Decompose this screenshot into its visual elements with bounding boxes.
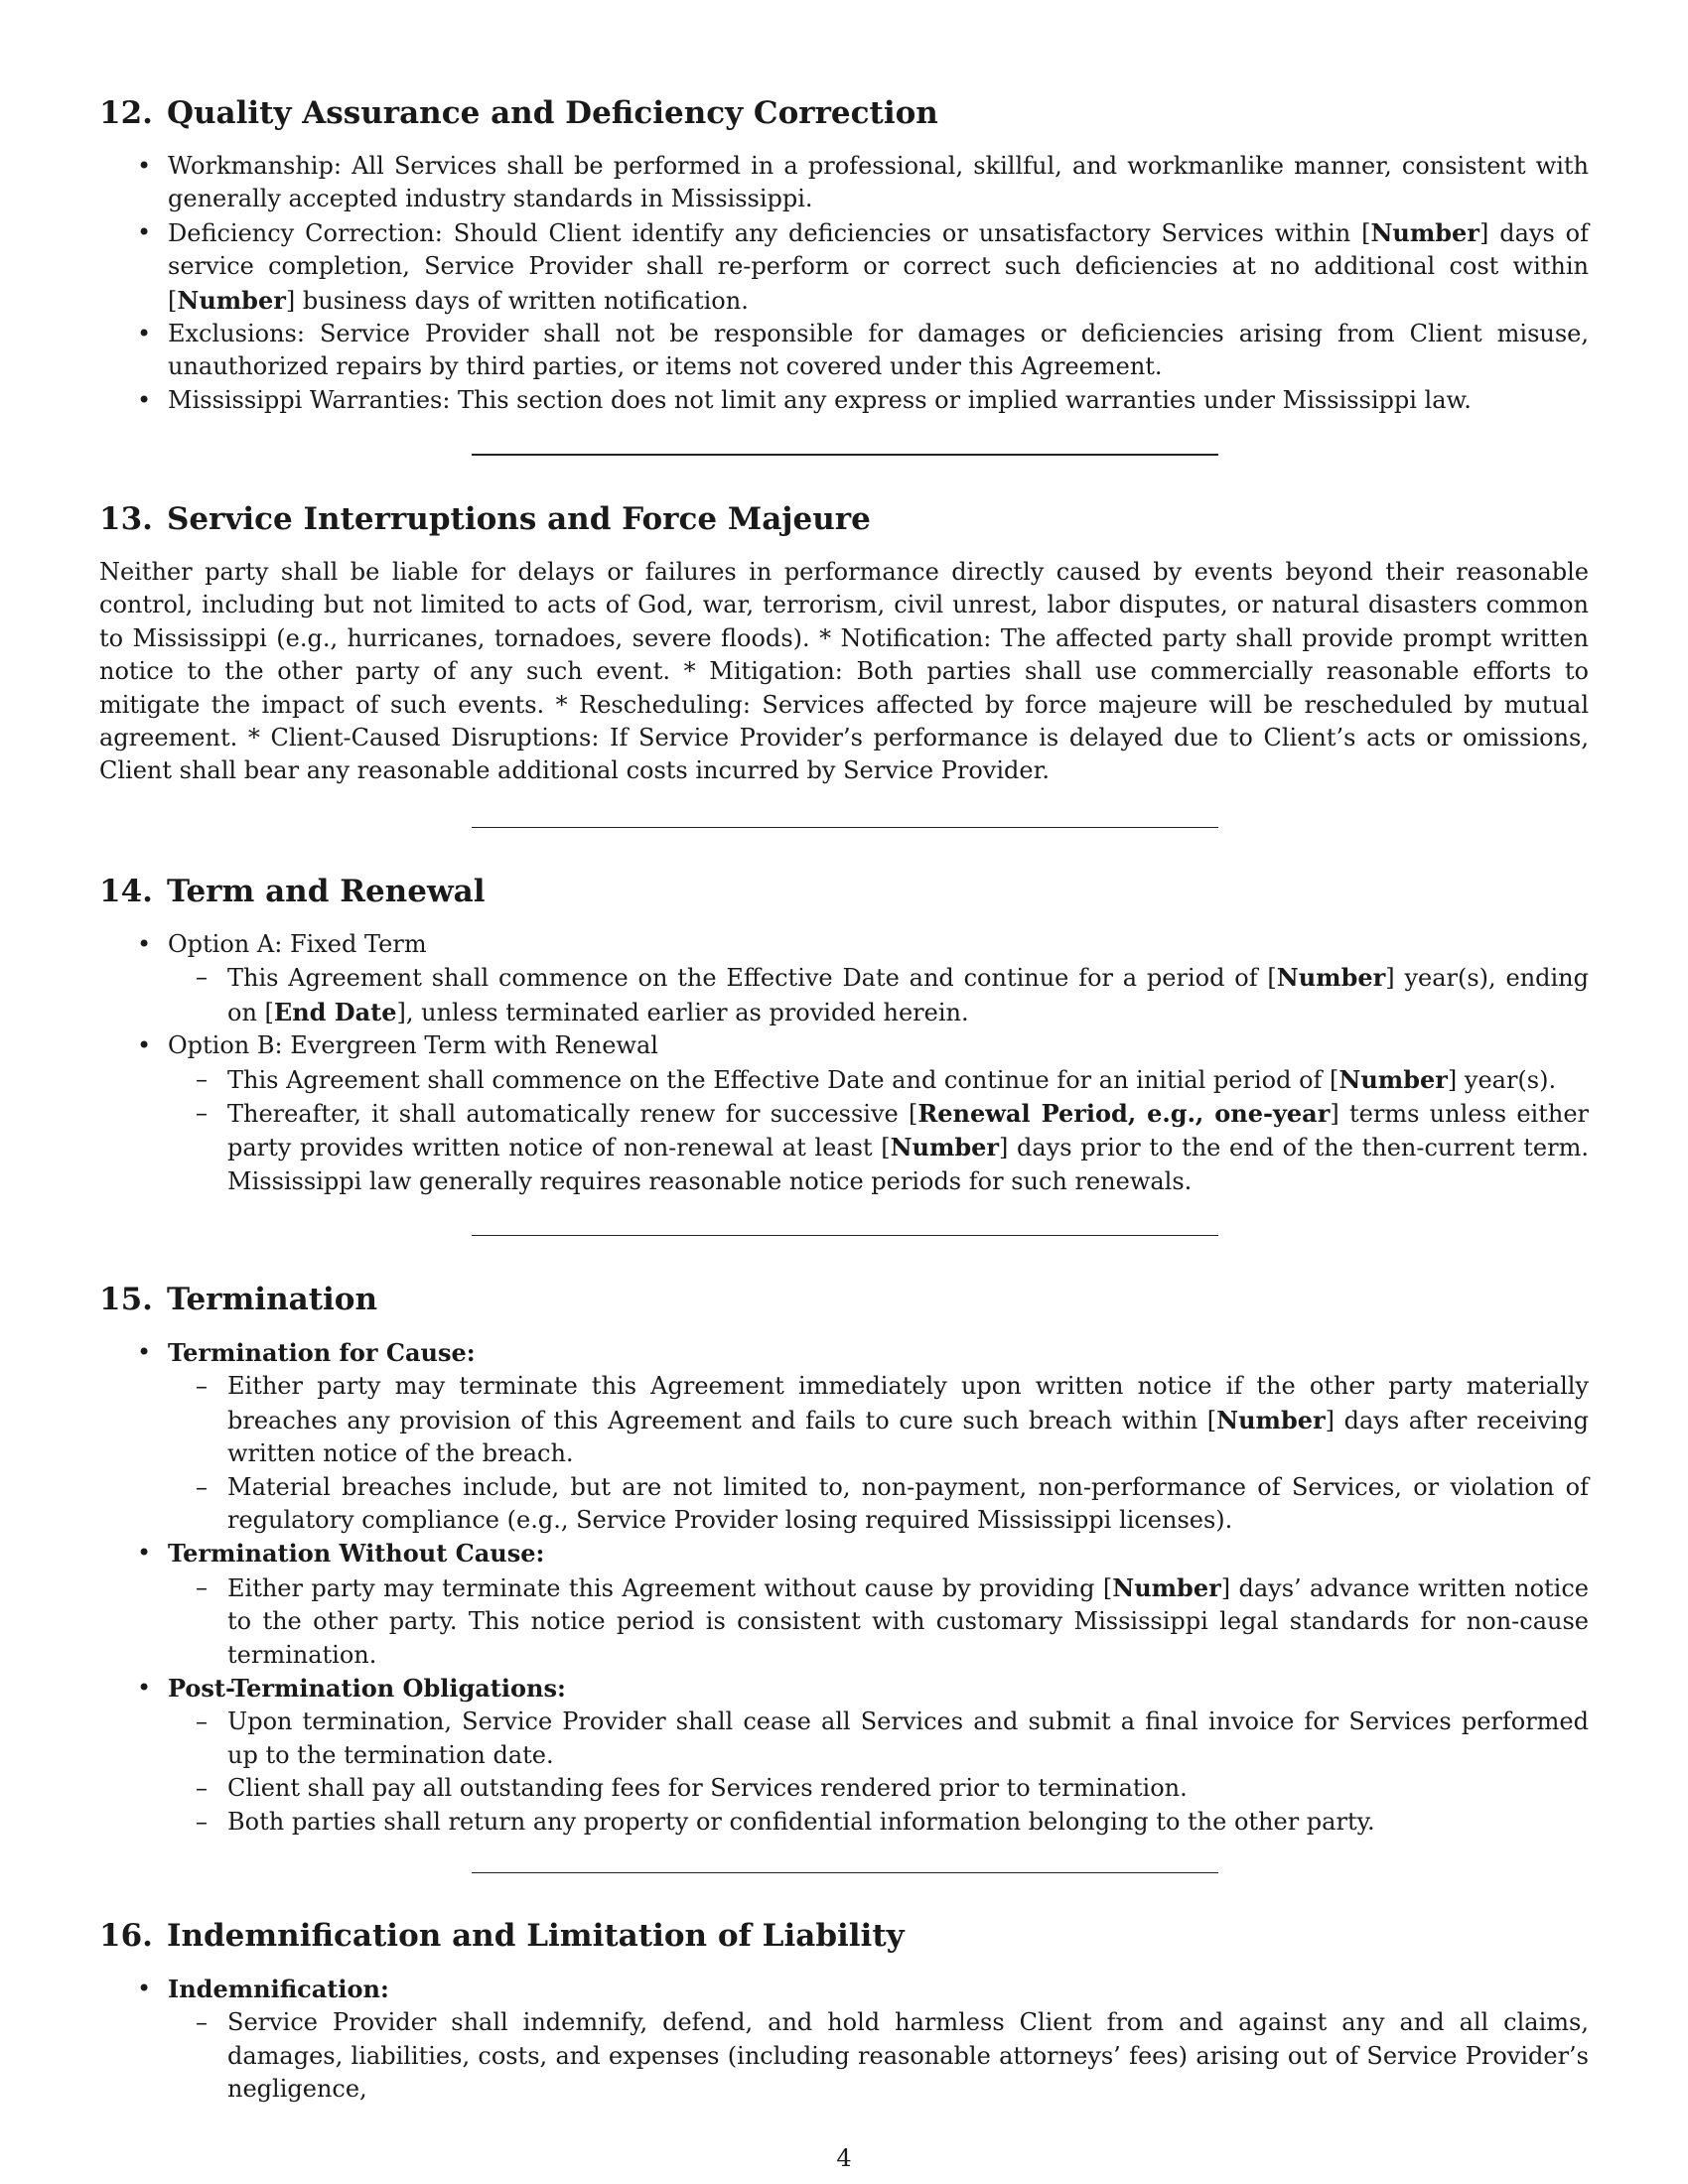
- list-item: • Post-Termination Obligations: – Upon termination, Service Provider shall cease all Services and submit a final invoice for Services performed up to the termination date. – Client shall pay all outstanding fees for Services rendered prior to termination. – Both parties shall return any property or confidential information belonging to the other party.: [99, 1672, 1589, 1839]
- page-number: 4: [836, 2144, 852, 2172]
- list-item: – Upon termination, Service Provider shall cease all Services and submit a final invoice for Services performed up to the termination date.: [168, 1706, 1589, 1772]
- list-item: – This Agreement shall commence on the Effective Date and continue for a period of [Number] year(s), ending on [End Date], unless terminated earlier as provided herein.: [168, 961, 1589, 1029]
- list-item: – Material breaches include, but are not limited to, non-payment, non-performance of Services, or violation of regulatory compliance (e.g., Service Provider losing required Mississippi licenses).: [168, 1471, 1589, 1538]
- list-item: • Mississippi Warranties: This section does not limit any express or implied warranties under Mississippi law.: [99, 384, 1589, 417]
- list-item: • Option A: Fixed Term – This Agreement shall commence on the Effective Date and continue for a period of [Number] year(s), ending on [End Date], unless terminated earlier as provided herein.: [99, 928, 1589, 1029]
- list-item: • Termination for Cause: – Either party may terminate this Agreement immediately upon written notice if the other party materially breaches any provision of this Agreement and fails to cure such breach within [Number] days after receiving written notice of the breach. – Material breaches include, but are not limited to, non-payment, non-performance of Services, or violation of regulatory compliance (e.g., Service Provider losing required Mississippi licenses).: [99, 1336, 1589, 1537]
- list-item: – Thereafter, it shall automatically renew for successive [Renewal Period, e.g., one-year] terms unless either party provides written notice of non-renewal at least [Number] days prior to the end of the then-current term. Mississippi law generally requires reasonable notice periods for such renewals.: [168, 1097, 1589, 1198]
- section-12-list: [99, 150, 1589, 417]
- section-divider: [472, 827, 1218, 828]
- section-15-list: [99, 1336, 1589, 1839]
- section-13-body: Neither party shall be liable for delays or failures in performance directly caused by events beyond their reasonable control, including but not limited to acts of God, war, terrorism, civil unrest, labor disputes, or natural disasters common to Mississippi (e.g., hurricanes, tornadoes, severe floods). * Notification: The affected party shall provide prompt written notice to the other party of any such event. * Mitigation: Both parties shall use commercially reasonable efforts to mitigate the impact of such events. * Rescheduling: Services affected by force majeure will be rescheduled by mutual agreement. * Client-Caused Disruptions: If Service Provider’s performance is delayed due to Client’s acts or omissions, Client shall bear any reasonable additional costs incurred by Service Provider.: [99, 558, 1589, 785]
- list-item: – Either party may terminate this Agreement without cause by providing [Number] days’ advance written notice to the other party. This notice period is consistent with customary Mississippi legal standards for non-cause termination.: [168, 1571, 1589, 1672]
- list-item: – Either party may terminate this Agreement immediately upon written notice if the other party materially breaches any provision of this Agreement and fails to cure such breach within [Number] days after receiving written notice of the breach.: [168, 1370, 1589, 1470]
- section-16-heading: 16. Indemnification and Limitation of Liability: [99, 1918, 905, 1954]
- section-divider: [472, 1872, 1218, 1873]
- list-item: • Indemnification: – Service Provider shall indemnify, defend, and hold harmless Client from and against any and all claims, damages, liabilities, costs, and expenses (including reasonable attorneys’ fees) arising out of Service Provider’s negligence,: [99, 1973, 1589, 2107]
- section-14-heading: 14. Term and Renewal: [99, 874, 486, 909]
- section-divider: [472, 1235, 1218, 1236]
- section-divider: [472, 454, 1218, 456]
- list-item: • Termination Without Cause: – Either party may terminate this Agreement without cause by providing [Number] days’ advance written notice to the other party. This notice period is consistent with customary Mississippi legal standards for non-cause termination.: [99, 1537, 1589, 1672]
- list-item: • Exclusions: Service Provider shall not be responsible for damages or deficiencies arising from Client misuse, unauthorized repairs by third parties, or items not covered under this Agreement.: [99, 318, 1589, 384]
- list-item: • Workmanship: All Services shall be performed in a professional, skillful, and workmanlike manner, consistent with generally accepted industry standards in Mississippi.: [99, 150, 1589, 216]
- list-item: – Service Provider shall indemnify, defend, and hold harmless Client from and against any and all claims, damages, liabilities, costs, and expenses (including reasonable attorneys’ fees) arising out of Service Provider’s negligence,: [168, 2006, 1589, 2106]
- list-item: – Both parties shall return any property or confidential information belonging to the other party.: [168, 1806, 1589, 1839]
- list-item: – This Agreement shall commence on the Effective Date and continue for an initial period of [Number] year(s).: [168, 1063, 1589, 1097]
- section-15-heading: 15. Termination: [99, 1282, 378, 1317]
- section-13-heading: 13. Service Interruptions and Force Majeure: [99, 501, 871, 537]
- list-item: • Deficiency Correction: Should Client identify any deficiencies or unsatisfactory Services within [Number] days of service completion, Service Provider shall re-perform or correct such deficiencies at no additional cost within [Number] business days of written notification.: [99, 216, 1589, 318]
- section-14-list: [99, 928, 1589, 1198]
- list-item: – Client shall pay all outstanding fees for Services rendered prior to termination.: [168, 1772, 1589, 1805]
- section-16-list: [99, 1973, 1589, 2107]
- section-12-heading: 12. Quality Assurance and Deficiency Correction: [99, 95, 938, 131]
- list-item: • Option B: Evergreen Term with Renewal – This Agreement shall commence on the Effective Date and continue for an initial period of [Number] year(s). – Thereafter, it shall automatically renew for successive [Renewal Period, e.g., one-year] terms unless either party provides written notice of non-renewal at least [Number] days prior to the end of the then-current term. Mississippi law generally requires reasonable notice periods for such renewals.: [99, 1029, 1589, 1198]
